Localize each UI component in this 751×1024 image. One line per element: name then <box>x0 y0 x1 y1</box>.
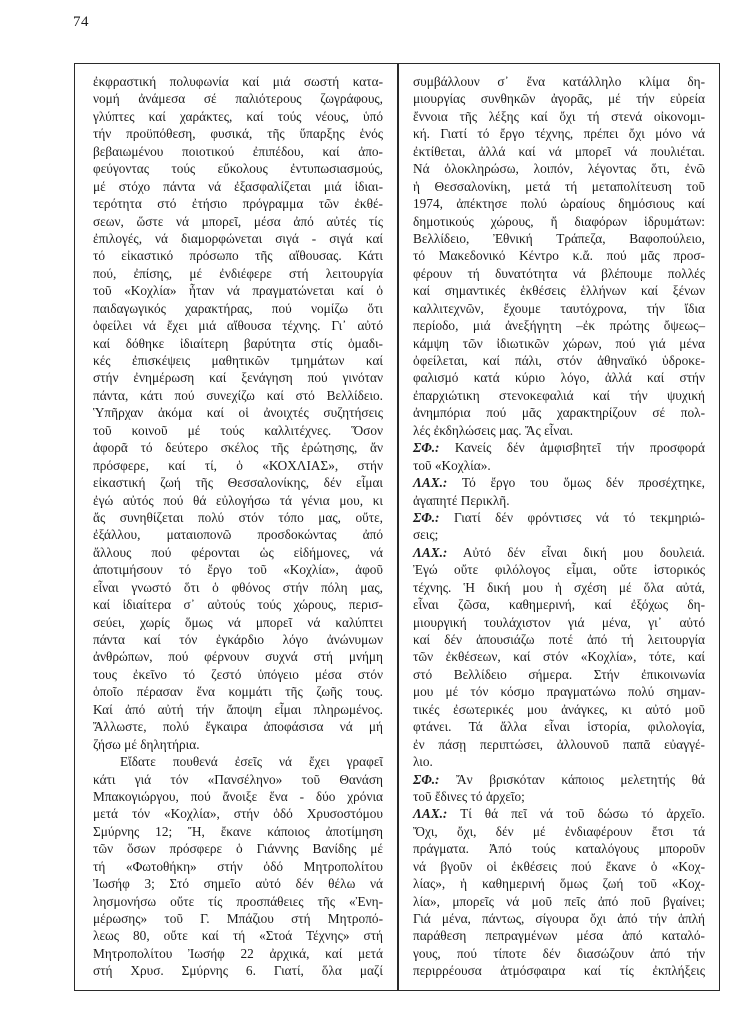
text-line <box>413 840 705 857</box>
text-line <box>413 893 705 910</box>
line-text: Γιατί δέν φρόντισες νά τό τεκμηριώ- <box>439 509 705 525</box>
text-line <box>413 195 705 212</box>
text-line <box>93 526 383 543</box>
line-text: Αὐτό δέν εἶναι δική μου δουλειά. <box>447 544 705 560</box>
text-line <box>413 335 705 352</box>
line-text: τοῦ «Κοχλία» ἦταν νά πραγματώνεται καί ὁ <box>93 283 383 299</box>
text-line <box>93 143 383 160</box>
line-text: ἐκφραστική πολυφωνία καί μιά σωστή κατα- <box>93 74 383 89</box>
text-line <box>93 683 383 700</box>
text-line <box>93 561 383 578</box>
line-text: γους, πού τίποτε δέν διασώζουν ἀπό τήν <box>413 945 705 961</box>
line-text: Ἄλλωστε, πολύ ἔγκαιρα ἀποφάσισα νά μή <box>93 719 383 735</box>
line-text: φαλισμό κατά κύριο λόγο, ἀλλά καί στήν <box>413 370 705 386</box>
line-text: συμβάλλουν σ᾿ ἕνα κατάλληλο κλίμα δη- <box>413 74 705 89</box>
line-text: Ἄν βρισκόταν κάποιος μελετητής θά <box>439 771 705 787</box>
text-line <box>413 369 705 386</box>
text-line <box>93 422 383 439</box>
line-text: καλλιτεχνῶν, ἔχουμε ταυτόχρονα, τήν ἴδια <box>413 300 705 316</box>
text-line <box>413 352 705 369</box>
text-line <box>413 596 705 613</box>
text-line <box>93 544 383 561</box>
line-text: φεύγοντας τούς εὔκολους ἐντυπωσιασμούς, <box>93 161 383 177</box>
text-line <box>413 561 705 578</box>
text-line <box>413 718 705 735</box>
line-text: λησμονήσω οὔτε τίς προσπάθειες τῆς «Ἐνη- <box>93 893 383 909</box>
text-line <box>93 404 383 421</box>
line-text: στήν ἐνημέρωση καί ξενάγηση πού γινόταν <box>93 370 383 386</box>
text-line <box>413 230 705 247</box>
text-line <box>413 247 705 264</box>
text-line <box>413 509 705 526</box>
line-text: Ἰωσήφ 3; Στό σημεῖο αὐτό δέν θέλω νά <box>93 876 383 892</box>
text-line <box>413 300 705 317</box>
text-line <box>93 439 383 456</box>
text-line <box>413 631 705 648</box>
line-text: Καί ἀπό αὐτή τήν ἄποψη εἶμαι πληρωμένος. <box>93 701 383 717</box>
page-number: 74 <box>73 14 89 30</box>
text-line <box>93 736 383 753</box>
text-line <box>413 771 705 788</box>
text-line <box>93 962 383 979</box>
line-text: ἀγαπητέ Περικλῆ. <box>413 492 510 508</box>
line-text: Τί θά πεῖ νά τοῦ δώσω τό ἀρχεῖο. <box>447 806 705 822</box>
line-text: ἀνημπόρια πού μᾶς χαρακτηρίζουν σέ πολ- <box>413 405 705 421</box>
text-line <box>93 631 383 648</box>
line-text: κές ἐπισκέψεις μαθητικῶν τμημάτων καί <box>93 353 383 368</box>
line-text: λές ἐκδηλώσεις μας. Ἄς εἶναι. <box>413 422 574 438</box>
line-text: ζήσω μέ δηλητήρια. <box>93 736 200 752</box>
text-line <box>93 195 383 212</box>
line-text: ἄς συνηθίζεται πολύ στόν τόπο μας, οὔτε, <box>93 509 383 525</box>
text-line <box>93 840 383 857</box>
line-text: ἔννοια τῆς λέξης καί ὄχι τή στενά οἰκονομι- <box>413 108 705 124</box>
text-line <box>93 317 383 334</box>
text-line <box>413 666 705 683</box>
line-text: βεβαιωμένου ποιοτικού ἐπιπέδου, καί ἀπο- <box>93 143 383 159</box>
line-text: ἐν πάσῃ περιπτώσει, ἀλλουνοῦ παπᾶ εὐαγγέ- <box>413 736 705 752</box>
line-text: στό Βελλίδειο σήμερα. Στήν ἐπικοινωνία <box>413 666 705 682</box>
text-line <box>93 718 383 735</box>
line-text: δημοτικούς χώρους, ἤ διαφόρων ἱδρυμάτων: <box>413 213 705 229</box>
text-line <box>413 614 705 631</box>
line-text: κάτι γιά τόν «Πανσέληνο» τοῦ Θανάση <box>93 771 383 787</box>
text-line <box>93 648 383 665</box>
line-text: πράγματα. Ἀπό τούς καταλόγους μποροῦν <box>413 841 705 857</box>
line-text: νά βγοῦν οἱ ἐκθέσεις πού ἔκανε ὁ «Κοχ- <box>413 858 705 874</box>
text-line <box>93 335 383 352</box>
line-text: Σμύρνης 12; Ἤ, ἔκανε κάποιος ἀποτίμηση <box>93 823 383 839</box>
text-line <box>93 90 383 107</box>
text-line <box>93 858 383 875</box>
text-line <box>93 492 383 509</box>
line-text: τό εἰκαστικό πρόσωπο τῆς αἴθουσας. Κάτι <box>93 248 383 264</box>
text-line <box>413 160 705 177</box>
line-text: καί ἰδιαίτερα σ᾿ αὐτούς τούς χώρους, περισ- <box>93 597 383 613</box>
line-text: ὀφείλεται, καί πάλι, στόν ἀθηναϊκό ὑδροκε- <box>413 353 705 368</box>
speaker-label: ΣΦ.: <box>413 440 440 456</box>
line-text: τῶν ὅσων πρόσφερε ὁ Γιάννης Βανίδης μέ <box>93 841 383 857</box>
line-text: μετά τόν «Κοχλία», στήν ὁδό Χρυσοστόμου <box>93 806 383 822</box>
text-line <box>93 910 383 927</box>
line-text: λίας», ἡ καθημερινή ὅμως ζωή τοῦ «Κοχ- <box>413 876 705 892</box>
line-text: Γιά μένα, πάντως, σίγουρα ὄχι ἀπό τήν ἁπλή <box>413 911 705 926</box>
line-text: πού, ἐπίσης, μέ ἐνδιέφερε στή λειτουργία <box>93 265 383 281</box>
text-line <box>93 369 383 386</box>
line-text: ἄλλους πού φέρονται ὡς εἰδήμονες, νά <box>93 544 383 560</box>
column-divider <box>397 63 399 991</box>
text-line <box>93 73 383 90</box>
line-text: τέχνης. Ἡ δική μου ἡ σχέση μέ ὅλα αὐτά, <box>413 579 705 595</box>
text-line <box>93 230 383 247</box>
right-column <box>413 73 705 980</box>
text-line <box>93 213 383 230</box>
line-text: στή Χρυσ. Σμύρνης 6. Γιατί, ὅλα μαζί <box>93 963 383 979</box>
text-line <box>413 701 705 718</box>
text-line <box>413 108 705 125</box>
line-text: σεις; <box>413 527 439 543</box>
text-line <box>413 457 705 474</box>
line-text: ἐξάλλου, ματαιοπονῶ προσδοκώντας ἀπό <box>93 527 383 543</box>
line-text: μέ στόχο πάντα νά ἐξασφαλίζεται μιά ἰδιαι- <box>93 178 383 194</box>
text-line <box>413 125 705 142</box>
line-text: ὁποῖο πέρασαν ἕνα κομμάτι τῆς ζωῆς τους. <box>93 684 383 700</box>
text-line <box>93 614 383 631</box>
line-text: ἐπιλογές, νά διαμορφώνεται σιγά - σιγά καί <box>93 230 383 246</box>
text-line <box>413 858 705 875</box>
line-text: μέρωσης» τοῦ Γ. Μπάζιου στή Μητροπό- <box>93 911 383 926</box>
line-text: 1974, ἀπέκτησε πολύ ὡραίους δημόσιους καί <box>413 196 705 212</box>
line-text: καί δέν ἀπουσιάζω ποτέ ἀπό τή λειτουργία <box>413 632 705 647</box>
line-text: γλύπτες καί χαράκτες, καί τούς νέους, ὑπό <box>93 108 383 124</box>
text-line <box>413 282 705 299</box>
text-line <box>413 317 705 334</box>
speaker-label: ΛΑΧ.: <box>413 806 448 822</box>
text-line <box>413 73 705 90</box>
text-line <box>413 439 705 456</box>
text-line <box>93 457 383 474</box>
speaker-label: ΣΦ.: <box>413 771 440 787</box>
line-text: ὀφείλει νά ἔχει μιά αἴθουσα τέχνης. Γι᾿ αὐτό <box>93 318 383 334</box>
text-line <box>413 875 705 892</box>
text-line <box>413 805 705 822</box>
line-text: σεων, ὥστε νά μπορεῖ, μέσα ἀπό αὐτές τίς <box>93 213 383 229</box>
text-line <box>413 544 705 561</box>
text-line <box>413 753 705 770</box>
text-line <box>413 213 705 230</box>
text-line <box>93 282 383 299</box>
line-text: μου μέ τόν κόσμο πραγματώνω πολύ σημαν- <box>413 684 705 700</box>
line-text: λεως 80, οὔτε καί τή «Στοά Τέχνης» στή <box>93 928 383 944</box>
speaker-label: ΣΦ.: <box>413 509 440 525</box>
text-line <box>93 265 383 282</box>
line-text: ἐκτίθεται, ἀλλά καί νά μπορεῖ νά πουλιέται. <box>413 143 705 159</box>
text-line <box>413 404 705 421</box>
text-line <box>93 125 383 142</box>
line-text: μιουργίας συνθηκῶν ἀγορᾶς, μέ τήν εὐρεία <box>413 91 705 107</box>
text-line <box>413 683 705 700</box>
text-line <box>413 492 705 509</box>
text-line <box>413 736 705 753</box>
text-line <box>93 823 383 840</box>
text-line <box>413 265 705 282</box>
line-text: παιδαγωγικός χαρακτήρας, πού νομίζω ὅτι <box>93 300 383 316</box>
text-line <box>93 352 383 369</box>
line-text: τῶν ἐκθέσεων, καί στόν «Κοχλία», τότε, καί <box>413 649 705 665</box>
speaker-label: ΛΑΧ.: <box>413 475 448 491</box>
text-line <box>413 945 705 962</box>
line-text: Μητροπολίτου Ἰωσήφ 22 ἀρχικά, καί μετά <box>93 945 383 961</box>
text-line <box>93 247 383 264</box>
text-line <box>93 875 383 892</box>
line-text: Νά ὁλοκληρώσω, λοιπόν, λέγοντας ὅτι, ἐνῶ <box>413 161 705 177</box>
line-text: τοῦ ἔδινες τό ἀρχεῖο; <box>413 788 525 804</box>
line-text: φτάνει. Τά ἄλλα εἶναι ἱστορία, φιλολογία, <box>413 719 705 735</box>
line-text: τερότητα στό ἐτήσιο πρόγραμμα τῶν ἐκθέ- <box>93 196 383 212</box>
line-text: τικές ἐσωτερικές μου ἀνάγκες, κι αὐτό μοῦ <box>413 701 705 717</box>
line-text: εἰκαστική ζωή τῆς Θεσσαλονίκης, δέν εἶμαι <box>93 475 383 491</box>
line-text: ἀφορᾶ τό δεύτερο σκέλος τῆς ἐρώτησης, ἄν <box>93 440 383 456</box>
text-line <box>413 927 705 944</box>
line-text: Ἐγώ οὔτε φιλόλογος εἶμαι, οὔτε ἱστορικός <box>413 562 705 578</box>
line-text: τήν προϋπόθεση, φυσικά, τῆς ὕπαρξης ἑνός <box>93 126 383 142</box>
text-line <box>413 962 705 979</box>
text-line <box>413 143 705 160</box>
line-text: ἀνθρώπων, πού φέρνουν συχνά στή μνήμη <box>93 649 383 665</box>
text-line <box>93 666 383 683</box>
line-text: εἶναι γνωστό ὅτι ὁ φθόνος στήν πόλη μας, <box>93 579 383 595</box>
text-line <box>93 596 383 613</box>
text-line <box>413 90 705 107</box>
line-text: τή «Φωτοθήκη» στήν ὁδό Μητροπολίτου <box>93 858 383 874</box>
text-line <box>93 753 383 770</box>
line-text: φέρουν τή δυνατότητα νά βλέπουμε πολλές <box>413 265 705 281</box>
line-text: τοῦ κοινοῦ μέ τούς καλλιτέχνες. Ὅσον <box>93 422 383 438</box>
line-text: Ὄχι, ὄχι, δέν μέ ἐνδιαφέρουν ἔτσι τά <box>413 823 705 839</box>
line-text: ἐγώ αὐτός πού θά εὐλογήσω τά γένια μου, κι <box>93 492 383 508</box>
line-text: λία», μπορεῖς νά μοῦ πεῖς ἀπό ποῦ βγαίνει; <box>413 893 705 909</box>
speaker-label: ΛΑΧ.: <box>413 544 448 560</box>
text-line <box>93 945 383 962</box>
text-line <box>413 648 705 665</box>
line-text: Εἴδατε πουθενά ἐσεῖς νά ἔχει γραφεῖ <box>120 754 383 770</box>
text-line <box>93 579 383 596</box>
line-text: κάμψη τῶν ἰδιωτικῶν χώρων, πού γιά μένα <box>413 335 705 351</box>
line-text: τους ἐκεῖνο τό ζεστό ὑπόγειο μέσα στόν <box>93 666 383 682</box>
text-line <box>413 823 705 840</box>
text-line <box>93 805 383 822</box>
text-line <box>413 422 705 439</box>
line-text: πάντα καί τόν ἐγκάρδιο λόγο ἀνώνυμων <box>93 632 383 647</box>
text-line <box>93 300 383 317</box>
text-line <box>93 701 383 718</box>
text-line <box>93 893 383 910</box>
line-text: Κανείς δέν ἀμφισβητεῖ τήν προσφορά <box>439 440 705 456</box>
text-line <box>93 927 383 944</box>
left-column <box>93 73 383 980</box>
text-line <box>413 788 705 805</box>
line-text: καί δόθηκε ἰδιαίτερη βαρύτητα στίς ὁμαδι- <box>93 335 383 351</box>
line-text: μιουργική τουλάχιστον γιά μένα, γι᾿ αὐτό <box>413 614 705 630</box>
text-line <box>93 771 383 788</box>
line-text: περιρρέουσα ἀτμόσφαιρα καί τίς ἐκπλήξεις <box>413 963 705 979</box>
text-line <box>413 178 705 195</box>
text-line <box>93 509 383 526</box>
line-text: ἐπαρχιώτικη στενοκεφαλιά καί τήν ψυχική <box>413 387 705 403</box>
line-text: Τό ἔργο του ὅμως δέν προσέχτηκε, <box>447 475 705 491</box>
text-line <box>93 387 383 404</box>
line-text: τό Μακεδονικό Κέντρο κ.ἄ. πού μᾶς προσ- <box>413 248 705 264</box>
line-text: σεύει, χωρίς ὅμως νά μπορεῖ νά καλύπτει <box>93 614 383 630</box>
line-text: πρόσφερε, καί τί, ὁ «ΚΟΧΛΙΑΣ», στήν <box>93 457 383 473</box>
line-text: ἀποτιμήσουν τό ἔργο τοῦ «Κοχλία», ἀφοῦ <box>93 562 383 578</box>
line-text: Βελλίδειο, Ἐθνική Τράπεζα, Βαφοπούλειο, <box>413 230 705 246</box>
line-text: τοῦ «Κοχλία». <box>413 457 491 473</box>
line-text: ἡ Θεσσαλονίκη, μετά τή μεταπολίτευση τοῦ <box>413 178 705 194</box>
text-line <box>93 108 383 125</box>
line-text: παράθεση πεπραγμένων μέσα ἀπό καταλό- <box>413 928 705 944</box>
line-text: Ὑπῆρχαν ἀκόμα καί οἱ ἀνοιχτές συζητήσεις <box>93 405 383 421</box>
line-text: πάντα, κάτι πού συνεχίζω καί στό Βελλίδειο. <box>93 387 383 403</box>
text-line <box>93 474 383 491</box>
line-text: Μπακογιώργου, πού ἄνοιξε ἕνα - δύο χρόνια <box>93 788 383 804</box>
text-line <box>413 387 705 404</box>
line-text: εἶναι ζῶσα, καθημερινή, καί ἐξόχως δη- <box>413 597 705 613</box>
text-line <box>93 160 383 177</box>
line-text: νομή ἀνάμεσα σέ παλιότερους ζωγράφους, <box>93 91 383 107</box>
text-line <box>93 788 383 805</box>
text-line <box>93 178 383 195</box>
text-line <box>413 474 705 491</box>
text-line <box>413 579 705 596</box>
line-text: καί σημαντικές ἐκθέσεις ἑλλήνων καί ξένων <box>413 283 705 299</box>
line-text: λιο. <box>413 754 433 770</box>
text-line <box>413 526 705 543</box>
line-text: κή. Γιατί τό ἔργο τέχνης, πρέπει ὄχι μόνο νά <box>413 126 705 142</box>
text-line <box>413 910 705 927</box>
line-text: περίοδο, μιά ἀνεξήγητη –ἐκ πρώτης ὄψεως– <box>413 318 705 334</box>
